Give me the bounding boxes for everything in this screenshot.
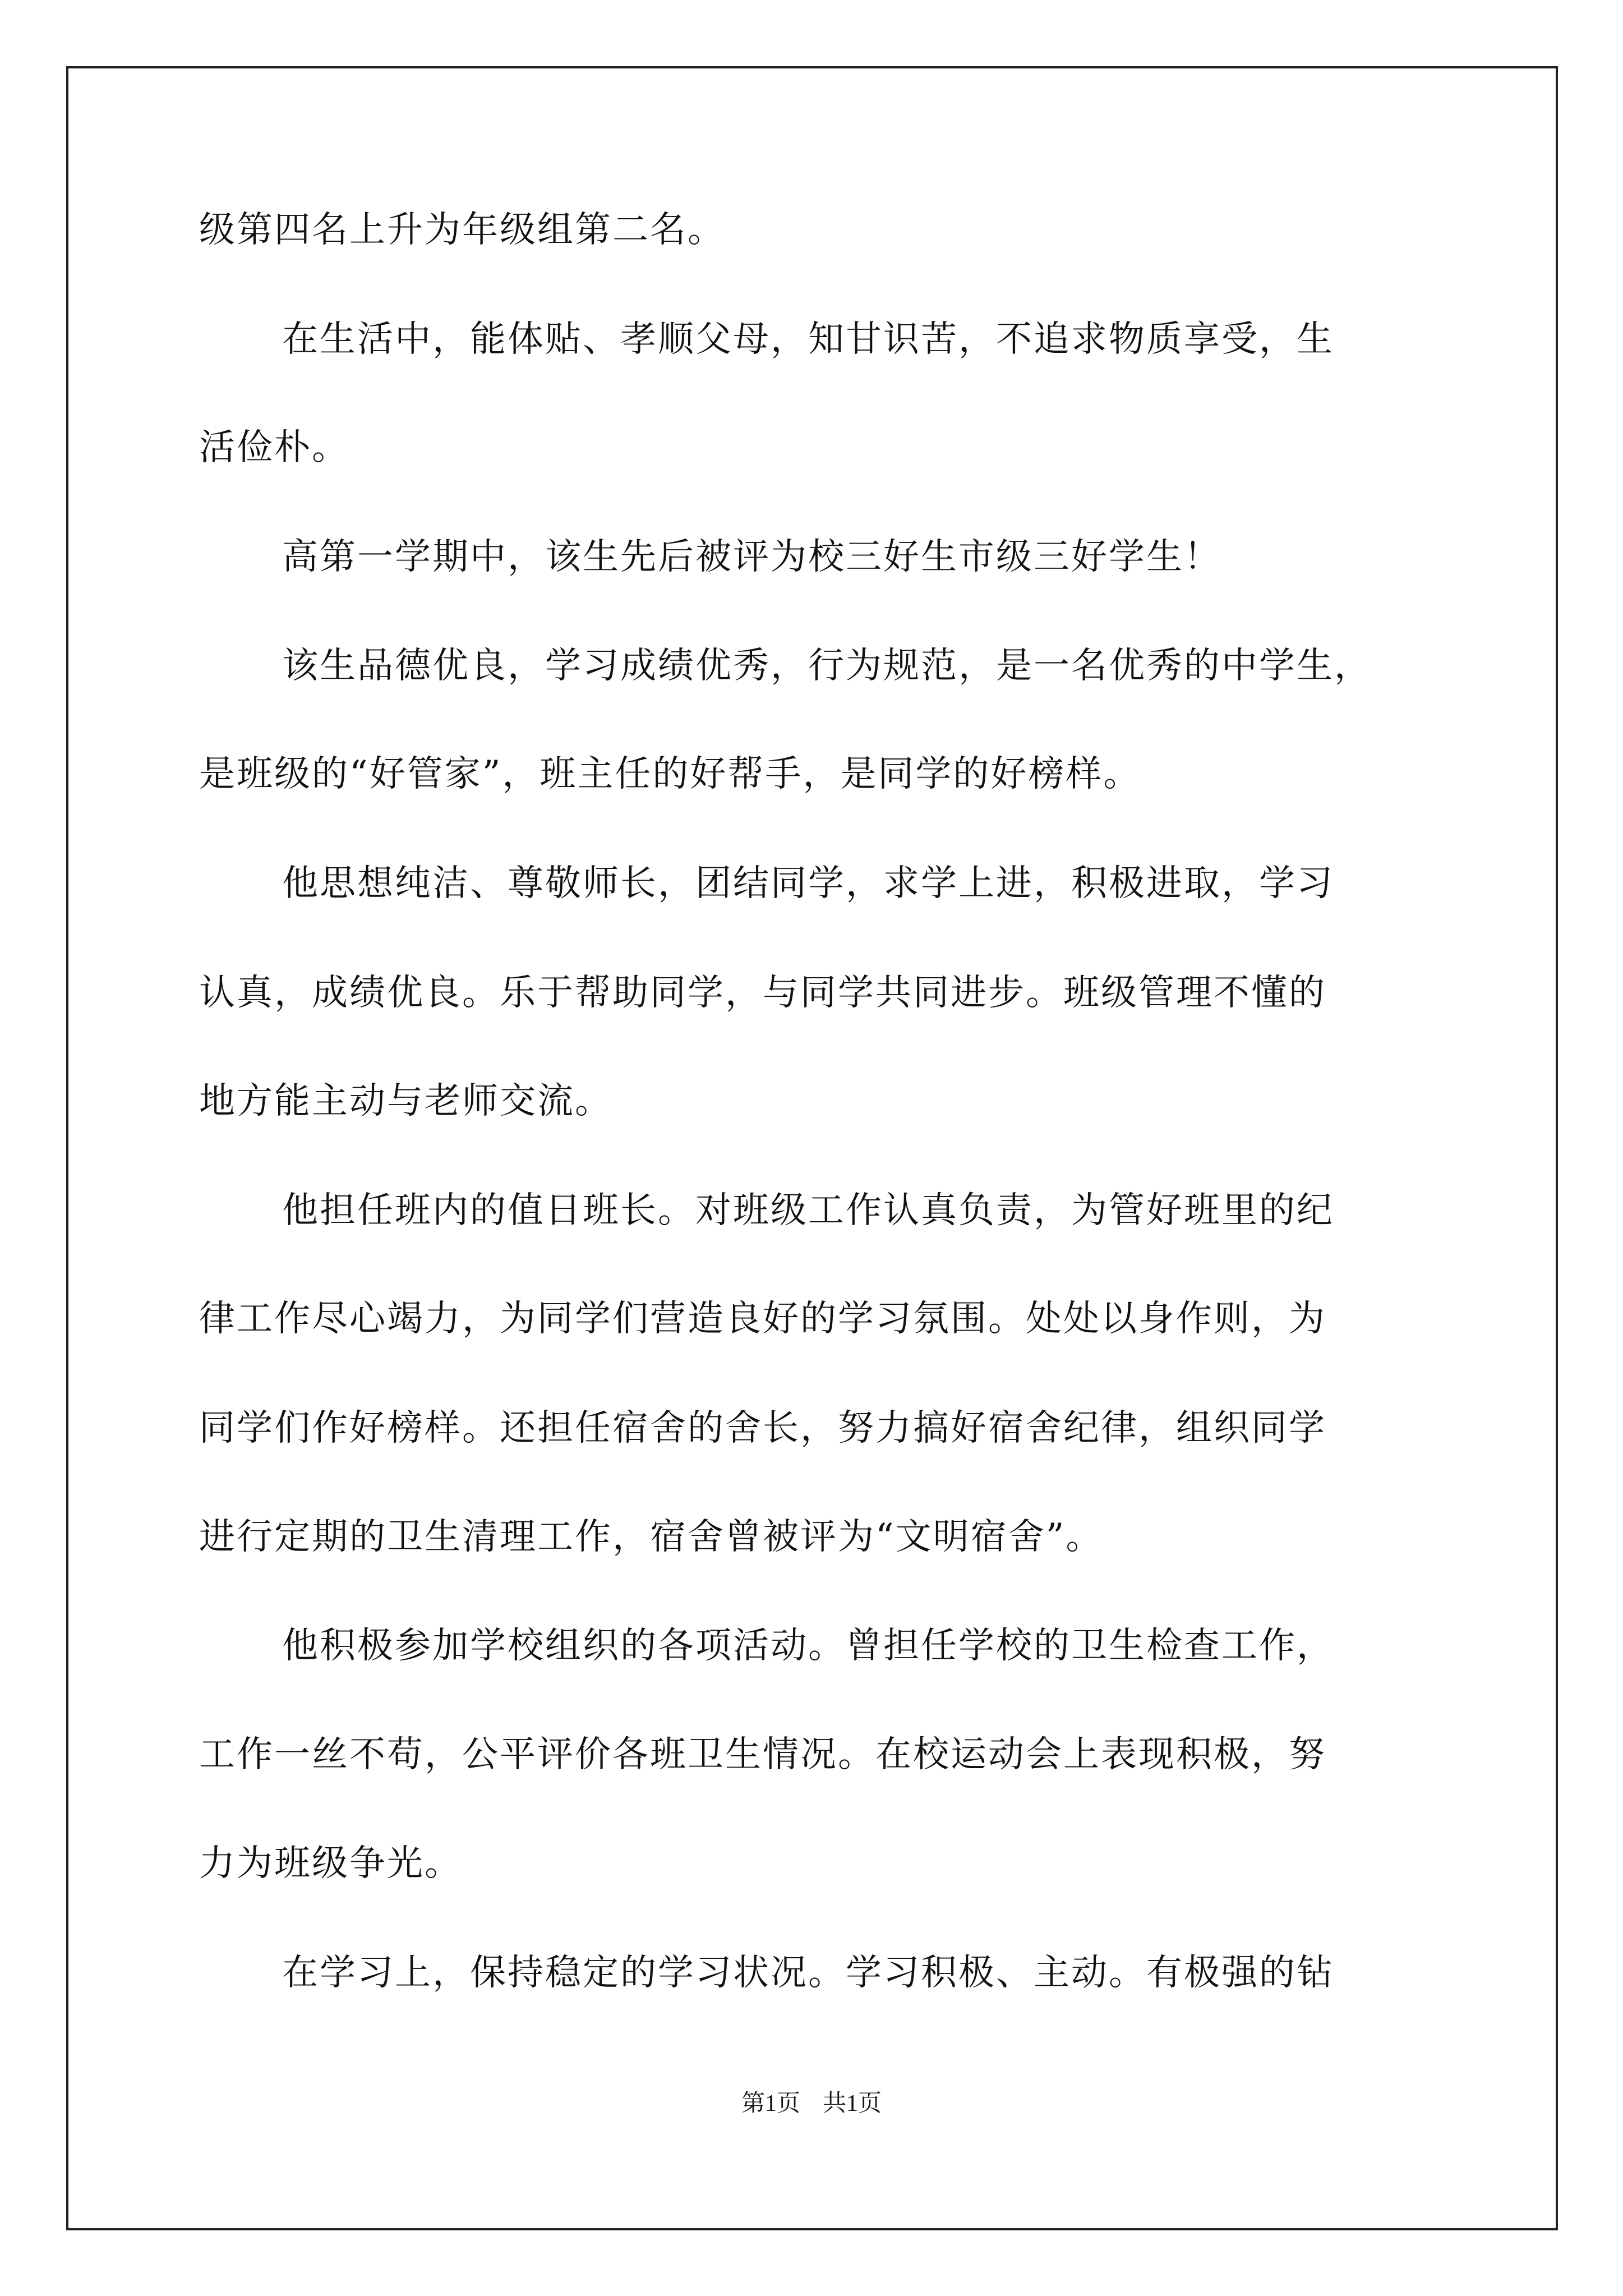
text-line: 认真，成绩优良。乐于帮助同学，与同学共同进步。班级管理不懂的: [199, 972, 1326, 1014]
text-line: 律工作尽心竭力，为同学们营造良好的学习氛围。处处以身作则，为: [199, 1298, 1326, 1340]
text-line: 地方能主动与老师交流。: [199, 1080, 612, 1122]
text-line: 活俭朴。: [199, 427, 349, 468]
text-line: 在生活中，能体贴、孝顺父母，知甘识苦，不追求物质享受，生: [282, 319, 1334, 360]
text-line: 该生品德优良，学习成绩优秀，行为规范，是一名优秀的中学生，: [282, 645, 1372, 687]
text-line: 工作一丝不苟，公平评价各班卫生情况。在校运动会上表现积极，努: [199, 1734, 1326, 1775]
text-line: 力为班级争光。: [199, 1843, 462, 1884]
text-line: 他担任班内的值日班长。对班级工作认真负责，为管好班里的纪: [282, 1190, 1334, 1231]
text-line: 他思想纯洁、尊敬师长，团结同学，求学上进，积极进取，学习: [282, 863, 1334, 904]
text-line: 高第一学期中，该生先后被评为校三好生市级三好学生！: [282, 536, 1221, 578]
text-line: 是班级的“好管家”，班主任的好帮手，是同学的好榜样。: [199, 753, 1141, 795]
text-line: 级第四名上升为年级组第二名。: [199, 209, 725, 251]
text-line: 同学们作好榜样。还担任宿舍的舍长，努力搞好宿舍纪律，组织同学: [199, 1407, 1326, 1449]
page-footer: [0, 2088, 1623, 2119]
page-number-total: 共1页: [823, 2091, 882, 2116]
text-line: 在学习上，保持稳定的学习状况。学习积极、主动。有极强的钻: [282, 1952, 1334, 1994]
page-border: [66, 66, 1558, 2230]
text-line: 进行定期的卫生清理工作，宿舍曾被评为“文明宿舍”。: [199, 1516, 1104, 1558]
text-line: 他积极参加学校组织的各项活动。曾担任学校的卫生检查工作，: [282, 1625, 1334, 1667]
page-number-current: 第1页: [741, 2091, 800, 2116]
